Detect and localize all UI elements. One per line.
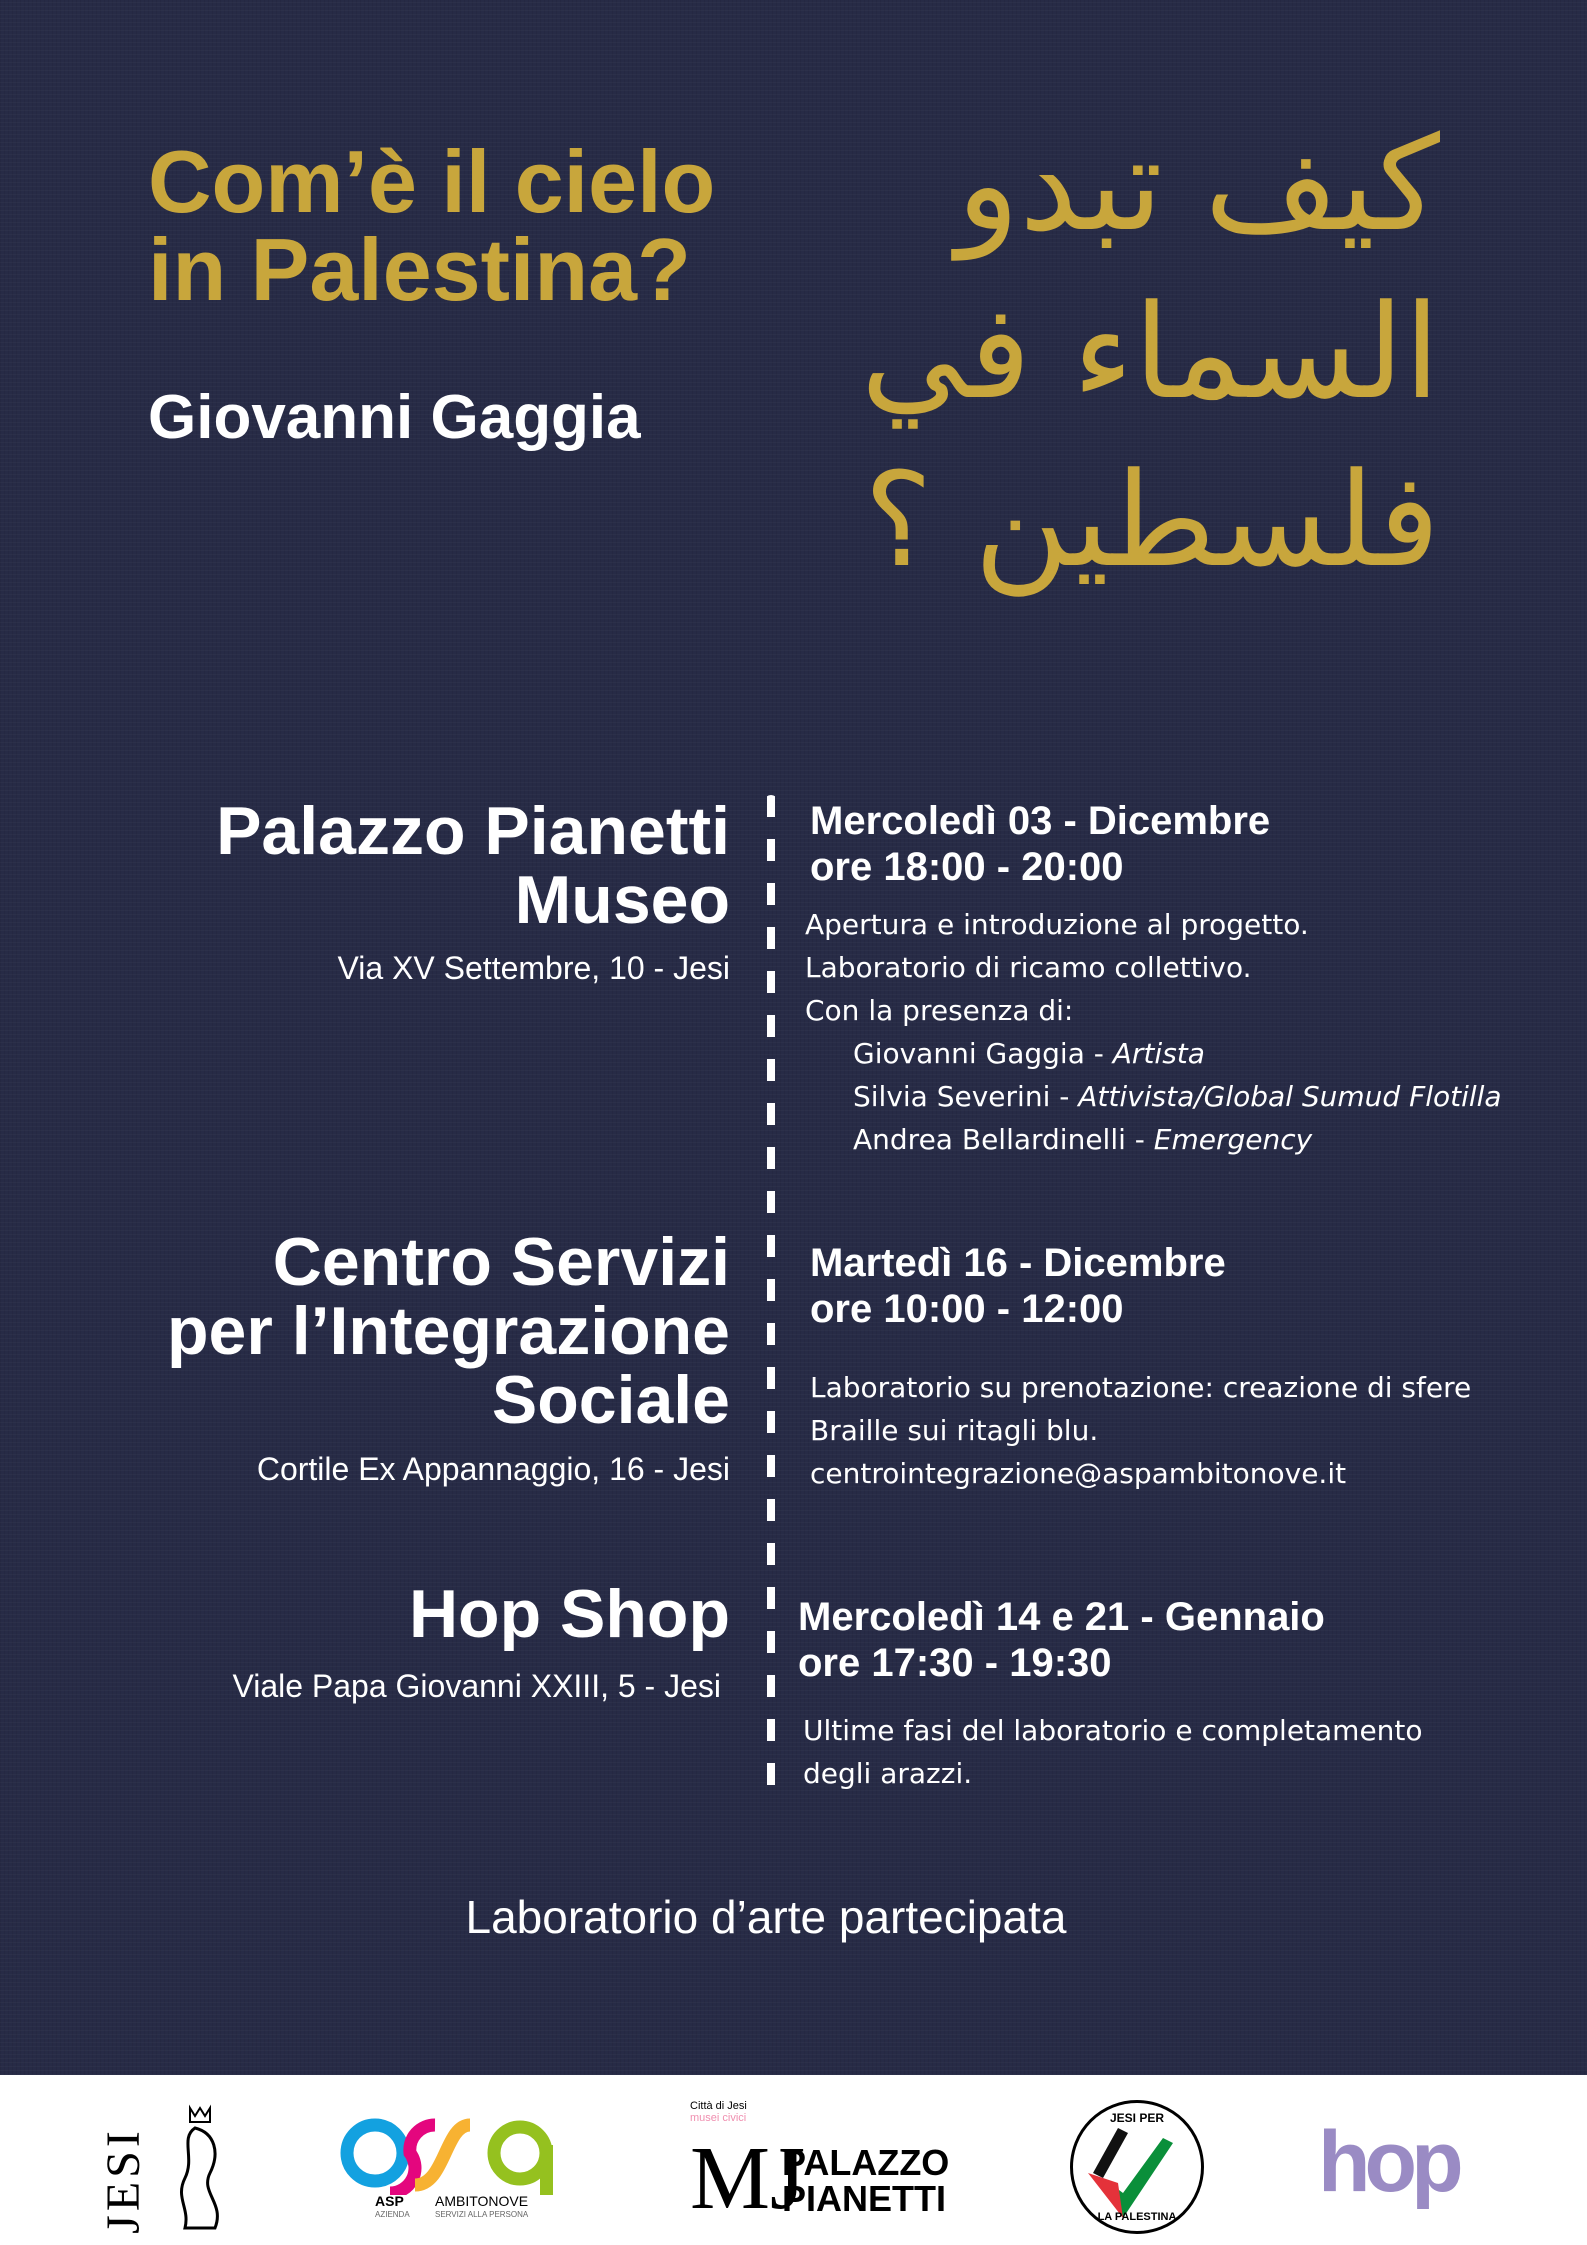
venue-address: Viale Papa Giovanni XXIII, 5 - Jesi <box>232 1668 721 1704</box>
arabic-line-1: كيف تبدو <box>956 108 1440 260</box>
arabic-line-3: فلسطين ؟ <box>863 444 1440 596</box>
lion-crest-icon <box>160 2103 240 2233</box>
contact-email[interactable]: centrointegrazione@aspambitonove.it <box>810 1457 1347 1490</box>
jesi-logo: JESI <box>100 2103 250 2238</box>
venue-line: Hop Shop <box>408 1576 730 1652</box>
title-line-2: in Palestina? <box>148 220 691 319</box>
venue-line: Palazzo Pianetti <box>216 793 730 869</box>
venue-line: per l’Integrazione <box>167 1293 730 1369</box>
event-datetime <box>810 798 1270 890</box>
desc-line: degli arazzi. <box>803 1757 973 1790</box>
desc-line: Con la presenza di: <box>805 994 1074 1027</box>
event-time: ore 17:30 - 19:30 <box>798 1641 1112 1685</box>
guest-role: Emergency <box>1153 1123 1313 1156</box>
arabic-title <box>840 100 1440 604</box>
guest <box>805 1032 1502 1075</box>
event-description <box>810 1366 1471 1495</box>
stitched-divider <box>764 795 778 1805</box>
jesi-per-la-palestina-logo: JESI PER LA PALESTINA <box>1070 2100 1204 2234</box>
event-description <box>803 1709 1423 1795</box>
mj-monogram: MJ <box>690 2129 806 2228</box>
venue-line: Museo <box>514 862 730 938</box>
event-date: Martedì 16 - Dicembre <box>810 1241 1226 1285</box>
venue-palazzo-pianetti <box>216 793 730 938</box>
artist-name: Giovanni Gaggia <box>148 383 641 452</box>
desc-line: Laboratorio su prenotazione: creazione di sfere <box>810 1371 1472 1404</box>
guest <box>805 1118 1502 1161</box>
palazzo-pianetti-logo: Città di Jesi musei civici MJ PALAZZO PIANETTI <box>690 2100 950 2228</box>
guest-role: Artista <box>1112 1037 1205 1070</box>
palazzo-text: PALAZZO PIANETTI <box>782 2142 950 2219</box>
venue-line: Sociale <box>491 1362 730 1438</box>
guest-name: Silvia Severini - <box>853 1080 1079 1113</box>
desc-line: Ultime fasi del laboratorio e completamento <box>803 1714 1423 1747</box>
desc-line: Apertura e introduzione al progetto. <box>805 908 1309 941</box>
event-date: Mercoledì 03 - Dicembre <box>810 799 1271 843</box>
event-datetime <box>798 1594 1325 1686</box>
guest-role: Attivista/Global Sumud Flotilla <box>1078 1080 1502 1113</box>
event-time: ore 18:00 - 20:00 <box>810 845 1124 889</box>
venue-address: Cortile Ex Appannaggio, 16 - Jesi <box>256 1451 730 1487</box>
guest-name: Giovanni Gaggia - <box>853 1037 1113 1070</box>
asp-ambitonove-logo: ASP AZIENDA AMBITONOVE SERVIZI ALLA PERSONA <box>340 2115 570 2225</box>
venue-address: Via XV Settembre, 10 - Jesi <box>337 950 730 986</box>
arabic-line-2: السماء في <box>860 276 1440 428</box>
asp-mark-icon <box>340 2115 570 2195</box>
event-description <box>805 903 1502 1161</box>
title-line-1: Com’è il cielo <box>148 132 716 231</box>
main-title <box>148 132 716 319</box>
sponsor-footer <box>0 2075 1587 2245</box>
desc-line: Braille sui ritagli blu. <box>810 1414 1099 1447</box>
guest <box>805 1075 1502 1118</box>
desc-line: Laboratorio di ricamo collettivo. <box>805 951 1252 984</box>
event-datetime <box>810 1240 1226 1332</box>
venue-hop-shop <box>408 1576 730 1652</box>
subtitle: Laboratorio d’arte partecipata <box>465 1891 1067 1943</box>
venue-centro-servizi <box>167 1224 730 1438</box>
hop-shop-logo: hop <box>1318 2114 1458 2210</box>
venue-line: Centro Servizi <box>272 1224 730 1300</box>
event-date: Mercoledì 14 e 21 - Gennaio <box>798 1595 1325 1639</box>
guest-name: Andrea Bellardinelli - <box>853 1123 1154 1156</box>
event-time: ore 10:00 - 12:00 <box>810 1287 1124 1331</box>
